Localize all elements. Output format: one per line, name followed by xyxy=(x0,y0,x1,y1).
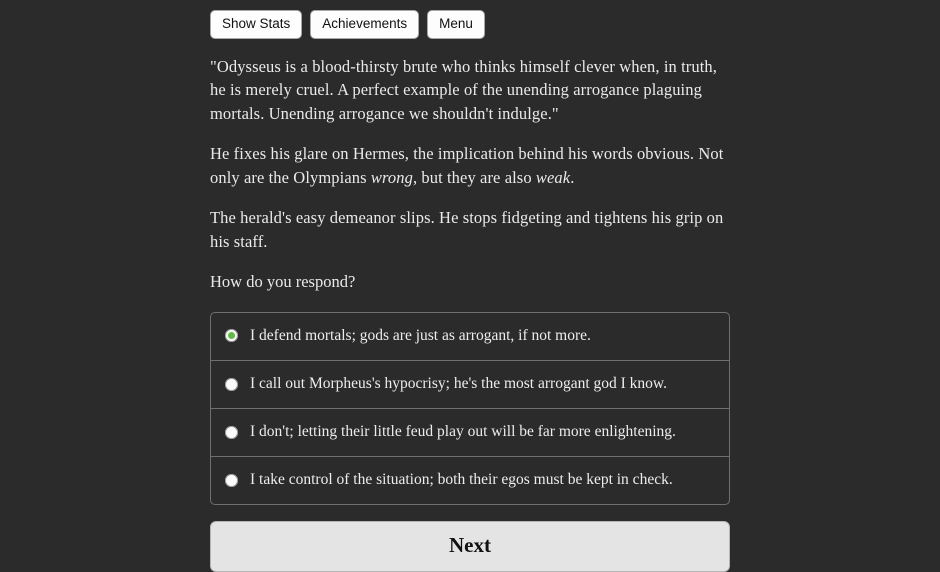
choice-option-1[interactable] xyxy=(211,313,729,361)
achievements-button[interactable]: Achievements xyxy=(310,10,419,39)
toolbar xyxy=(210,10,730,39)
story-text: The herald's easy demeanor slips. He stops fidgeting and tightens his grip on his staff. xyxy=(210,208,724,252)
choice-label: I don't; letting their little feud play out will be far more enlightening. xyxy=(250,423,676,441)
radio-icon[interactable] xyxy=(225,378,238,391)
story-text: . xyxy=(570,168,575,188)
choice-option-2[interactable] xyxy=(211,361,729,409)
story-paragraph-3 xyxy=(210,206,730,254)
choice-label: I take control of the situation; both their egos must be kept in check. xyxy=(250,471,673,489)
menu-button[interactable]: Menu xyxy=(427,10,485,39)
next-button[interactable]: Next xyxy=(210,521,730,572)
story-emphasis: wrong xyxy=(370,168,413,188)
choice-option-4[interactable] xyxy=(211,457,729,504)
choice-option-3[interactable] xyxy=(211,409,729,457)
story-emphasis: weak xyxy=(535,168,571,188)
choice-label: I defend mortals; gods are just as arrogant, if not more. xyxy=(250,326,591,344)
story-paragraph-1 xyxy=(210,55,730,127)
choice-label: I call out Morpheus's hypocrisy; he's the most arrogant god I know. xyxy=(250,375,667,393)
story-paragraph-2 xyxy=(210,142,730,190)
choice-list xyxy=(210,312,730,506)
story-text: He fixes his glare on Hermes, the implication behind his words obvious. Not only are the Olympians xyxy=(210,144,724,188)
show-stats-button[interactable]: Show Stats xyxy=(210,10,302,39)
radio-icon[interactable] xyxy=(225,426,238,439)
story-text: "Odysseus is a blood-thirsty brute who thinks himself clever when, in truth, he is merely cruel. A perfect example of the unending arrogance plaguing mortals. Unending arrogance we shouldn't indulge." xyxy=(210,56,717,124)
story-text: , but they are also xyxy=(412,168,536,188)
radio-selected-icon[interactable] xyxy=(225,329,238,342)
content-column xyxy=(210,0,730,572)
choice-prompt: How do you respond? xyxy=(210,271,356,291)
radio-icon[interactable] xyxy=(225,474,238,487)
